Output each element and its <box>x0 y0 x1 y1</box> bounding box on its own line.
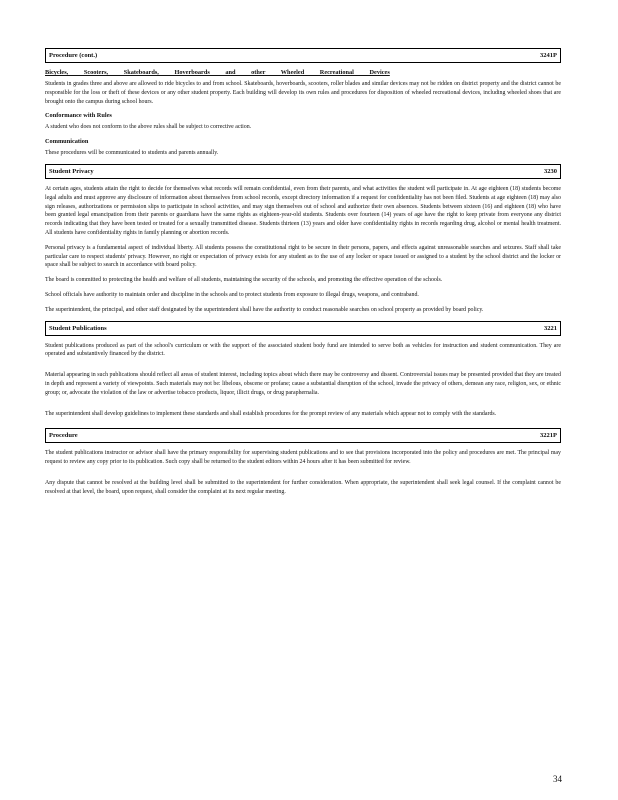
section-header-student-publications <box>45 321 561 336</box>
section-title: Procedure (cont.) <box>49 52 98 59</box>
section-header-student-privacy <box>45 164 561 179</box>
paragraph: Student publications produced as part of the school's curriculum or with the support of the associated student body fund are intended to serve both as vehicles for instruction and student communication. They are operated and substantively financed by the district. <box>45 342 561 358</box>
section-header-procedure-cont <box>45 48 561 63</box>
section-code: 3241P <box>540 52 557 59</box>
paragraph: The board is committed to protecting the health and welfare of all students, maintaining the security of the schools, and promoting the effective operation of the schools. <box>45 277 443 284</box>
paragraph: School officials have authority to maintain order and discipline in the schools and to protect students from exposure to illegal drugs, weapons, and contraband. <box>45 291 419 298</box>
paragraph: Students in grades three and above are allowed to ride bicycles to and from school. Skateboards, hoverboards, scooters, roller blades and similar devices may not be ridden on district property and the district cannot be responsible for the loss or theft of these devices or any other student property. Each building will develop its own rules and procedures for disposition of wheeled recreational devices, including wheeled shoes that are brought onto the campus during school hours. <box>45 81 561 105</box>
paragraph: The superintendent shall develop guidelines to implement these standards and shall establish procedures for the prompt review of any materials which appear not to comply with the standards. <box>45 410 497 417</box>
document-page <box>45 48 561 503</box>
page-number: 34 <box>553 774 562 784</box>
paragraph: These procedures will be communicated to students and parents annually. <box>45 150 219 157</box>
section-code: 3221P <box>540 432 557 440</box>
paragraph: Personal privacy is a fundamental aspect of individual liberty. All students possess the constitutional right to be secure in their persons, papers, and effects against unreasonable searches and seizures. Staff shall take particular care to respect students' privacy. However, no right or expectation of privacy exists for any student as to the use of any locker or space issued or assigned to a student by the school district and the locker or space shall be subject to search in accordance with board policy. <box>45 244 561 269</box>
section-code: 3221 <box>544 324 557 332</box>
section-code: 3230 <box>544 167 557 175</box>
paragraph: The superintendent, the principal, and other staff designated by the superintendent shall have the authority to conduct reasonable searches on school property as provided by board policy. <box>45 306 484 313</box>
paragraph: Any dispute that cannot be resolved at the building level shall be submitted to the superintendent for further consideration. When appropriate, the superintendent shall seek legal counsel. If the complaint cannot be resolved at that level, the board, upon request, shall consider the complaint at its next regular meeting. <box>45 479 561 495</box>
paragraph: A student who does not conform to the above rules shall be subject to corrective action. <box>45 124 252 131</box>
paragraph: The student publications instructor or advisor shall have the primary responsibility for supervising student publications and to see that provisions incorporated into the policy and procedures are met. The principal may request to review any copy prior to its publication. Such copy shall be returned to the student editors within 24 hours after it has been submitted for review. <box>45 450 561 466</box>
section-title: Procedure <box>49 432 78 440</box>
paragraph: Material appearing in such publications should reflect all areas of student interest, including topics about which there may be controversy and dissent. Controversial issues may be presented provided that they are treated in depth and represent a variety of viewpoints. Such materials may not be: libelous, obscene or profane; cause a substantial disruption of the school, invade the privacy of others, demean any race, religion, sex, or ethnic group; or, advocate the violation of the law or advertise tobacco products, liquor, illicit drugs, or drug paraphernalia. <box>45 372 561 396</box>
section-title: Student Privacy <box>49 167 94 175</box>
section-header-procedure <box>45 428 561 443</box>
subheading-conformance: Conformance with Rules <box>45 112 112 120</box>
paragraph: At certain ages, students attain the right to decide for themselves what records will remain confidential, even from their parents, and what activities the student will participate in. At age eighteen (18) students become legal adults and must approve any disclosure of information about themselves from school records, except directory information if a request for confidentiality has not been filed. Students at age eighteen (18) may also sign releases, authorizations or permission slips to participate in school activities, and may sign themselves out of school and authorize their own absences. Students between sixteen (16) and eighteen (18) who have been granted legal emancipation from their parents or guardians have the same rights as eighteen-year-old students. Students over fourteen (14) years of age have the right to keep private from everyone any district records indicating that they have been tested or treated for a sexually transmitted disease. Students thirteen (13) years and older have confidentiality rights in records regarding drug, alcohol or mental health treatment. All students have confidentiality rights in family planning or abortion records. <box>45 185 561 236</box>
section-title: Student Publications <box>49 324 107 332</box>
subheading-wheeled-devices: Bicycles, Scooters, Skateboards, Hoverboards and other Wheeled Recreational Devices <box>45 69 390 76</box>
subheading-communication: Communication <box>45 138 89 146</box>
